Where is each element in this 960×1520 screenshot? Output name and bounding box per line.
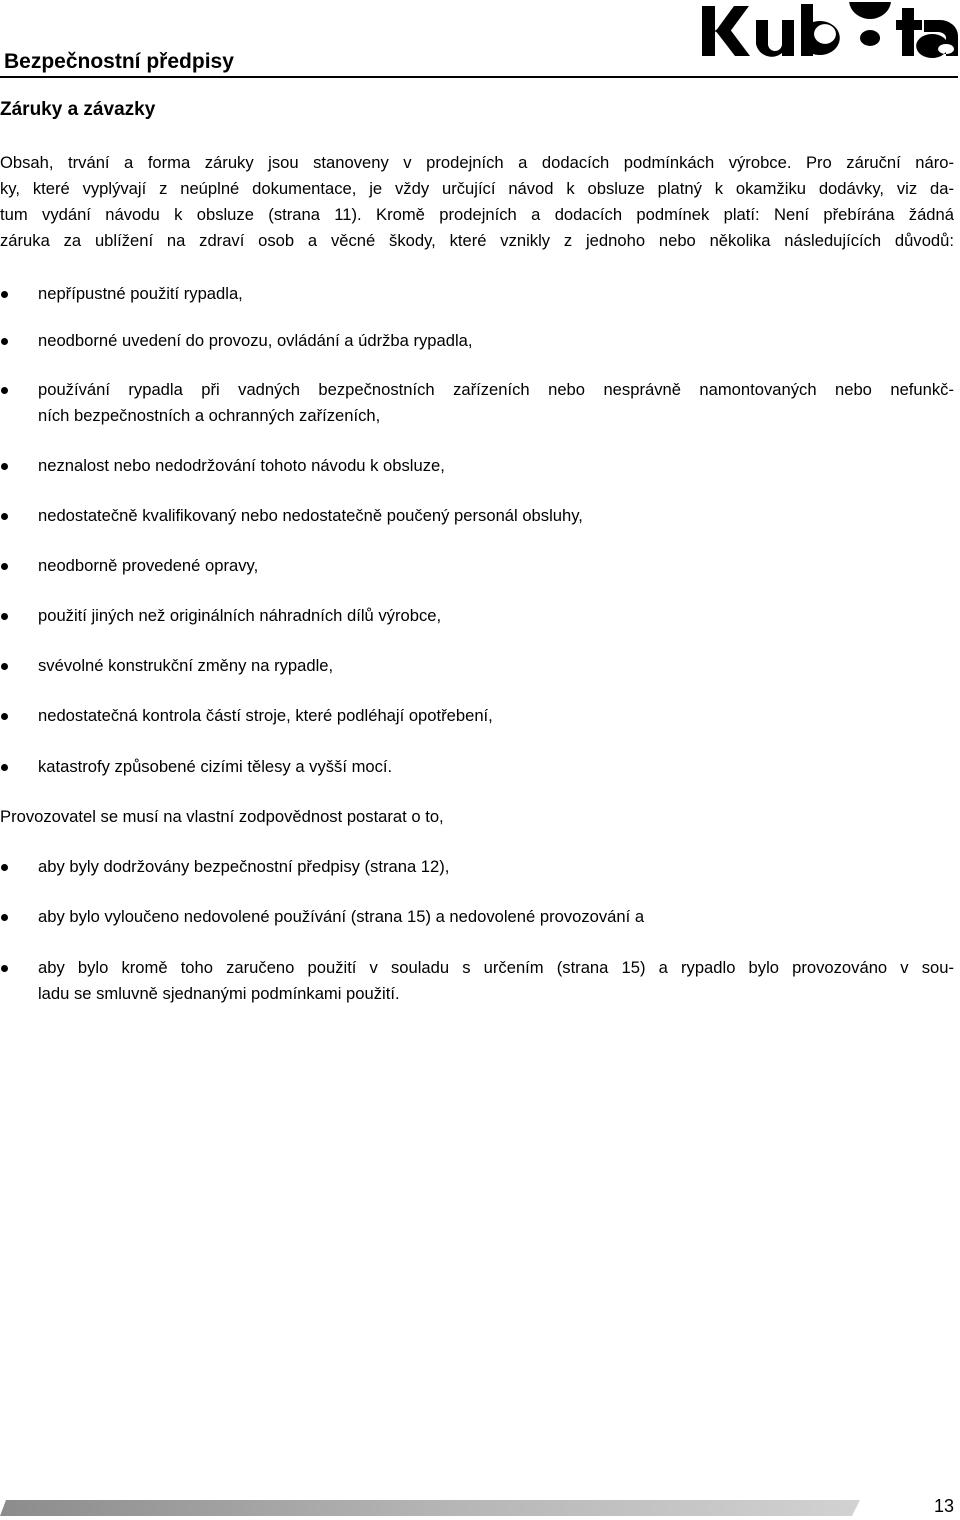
page-header bbox=[0, 0, 960, 80]
footer-decorative-bar bbox=[0, 1498, 860, 1518]
intro-line: záruka za ublížení na zdraví osob a věcné škody, které vznikly z jednoho nebo několika následujících důvodů: bbox=[0, 231, 954, 250]
list-item-text: katastrofy způsobené cizími tělesy a vyšší mocí. bbox=[38, 757, 393, 776]
intro-line: ky, které vyplývají z neúplné dokumentace, je vždy určující návod k obsluze platný k okamžiku dodávky, viz da- bbox=[0, 179, 954, 198]
bullet-icon bbox=[1, 864, 8, 871]
bullet-icon bbox=[1, 914, 8, 921]
list-item-text: aby bylo kromě toho zaručeno použití v souladu s určením (strana 15) a rypadlo bylo provozováno v sou- bbox=[38, 958, 954, 977]
bullet-icon bbox=[1, 613, 8, 620]
list-item-text: nedostatečně kvalifikovaný nebo nedostatečně poučený personál obsluhy, bbox=[38, 506, 583, 525]
list-item-text: ladu se smluvně sjednanými podmínkami použití. bbox=[38, 984, 400, 1003]
list-item-text: neznalost nebo nedodržování tohoto návodu k obsluze, bbox=[38, 456, 445, 475]
intro-line: tum vydání návodu k obsluze (strana 11). Kromě prodejních a dodacích podmínek platí: Není přebírána žádná bbox=[0, 205, 954, 224]
list-item-text: nedostatečná kontrola částí stroje, které podléhají opotřebení, bbox=[38, 706, 493, 725]
list-item-text: použití jiných než originálních náhradních dílů výrobce, bbox=[38, 606, 442, 625]
section-heading: Záruky a závazky bbox=[0, 99, 156, 120]
kubota-logo bbox=[698, 2, 960, 62]
page-title: Bezpečnostní předpisy bbox=[4, 50, 234, 73]
list-item-text: neodborně provedené opravy, bbox=[38, 556, 259, 575]
list-item-text: svévolné konstrukční změny na rypadle, bbox=[38, 656, 334, 675]
list-item-text: nepřípustné použití rypadla, bbox=[38, 284, 243, 303]
list-item-text: ních bezpečnostních a ochranných zařízeních, bbox=[38, 406, 381, 425]
bullet-icon bbox=[1, 463, 8, 470]
intro-paragraph bbox=[0, 150, 954, 254]
list-item-text: aby byly dodržovány bezpečnostní předpisy (strana 12), bbox=[38, 857, 450, 876]
bullet-icon bbox=[1, 387, 8, 394]
bullet-icon bbox=[1, 965, 8, 972]
bullet-icon bbox=[1, 563, 8, 570]
list-item-text: aby bylo vyloučeno nedovolené používání (strana 15) a nedovolené provozování a bbox=[38, 907, 645, 926]
bullet-icon bbox=[1, 291, 8, 298]
bullet-icon bbox=[1, 764, 8, 771]
header-divider bbox=[0, 76, 958, 78]
bullet-icon bbox=[1, 338, 8, 345]
bullet-icon bbox=[1, 713, 8, 720]
page-number: 13 bbox=[934, 1496, 955, 1516]
operator-paragraph: Provozovatel se musí na vlastní zodpovědnost postarat o to, bbox=[0, 807, 444, 826]
bullet-icon bbox=[1, 663, 8, 670]
list-item-text: neodborné uvedení do provozu, ovládání a údržba rypadla, bbox=[38, 331, 473, 350]
bullet-icon bbox=[1, 513, 8, 520]
intro-line: Obsah, trvání a forma záruky jsou stanoveny v prodejních a dodacích podmínkách výrobce. Pro záruční náro- bbox=[0, 153, 954, 172]
list-item-text: používání rypadla při vadných bezpečnostních zařízeních nebo nesprávně namontovaných nebo nefunkč- bbox=[38, 380, 954, 399]
